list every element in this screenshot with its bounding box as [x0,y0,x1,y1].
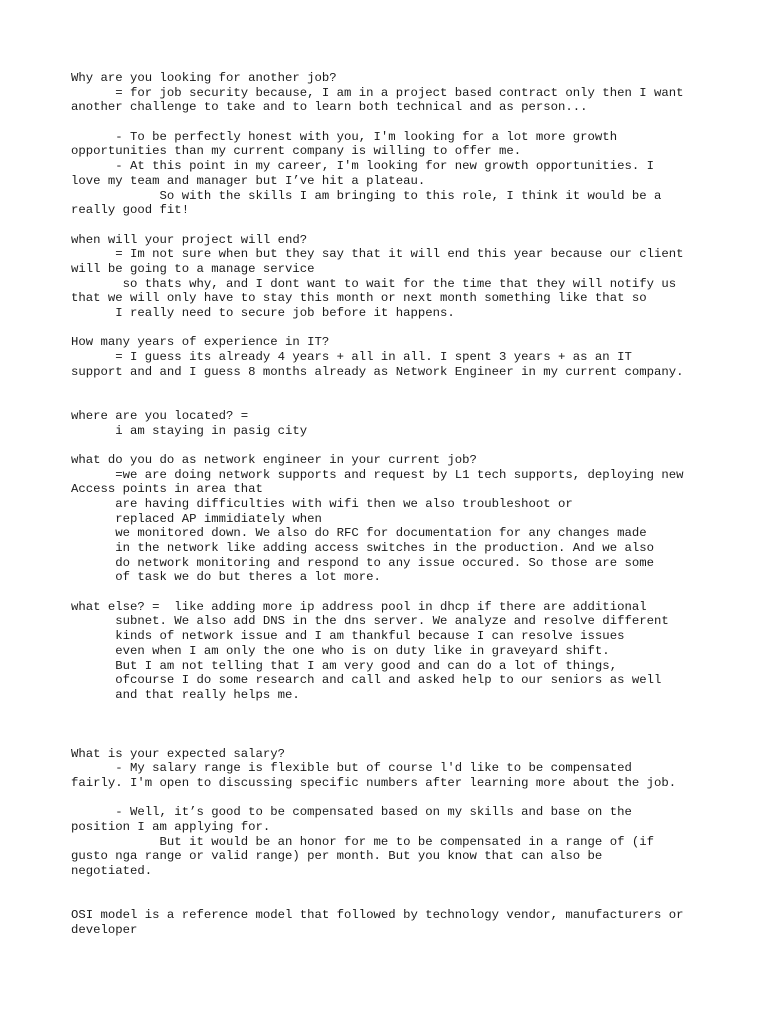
blank-line [71,585,711,600]
text-line: do network monitoring and respond to any issue occured. So those are some [71,555,654,570]
text-line: even when I am only the one who is on duty like in graveyard shift. [71,643,610,658]
text-line: OSI model is a reference model that followed by technology vendor, manufacturers or [71,908,684,923]
text-line: what do you do as network engineer in your current job? [71,452,477,467]
text-line: position I am applying for. [71,820,271,835]
text-line: How many years of experience in IT? [71,335,330,350]
blank-line [71,394,711,409]
text-line: = I guess its already 4 years + all in all. I spent 3 years + as an IT [71,350,632,365]
text-line: fairly. I'm open to discussing specific numbers after learning more about the job. [71,776,677,790]
text-line: when will your project will end? [71,232,308,247]
text-line: we monitored down. We also do RFC for documentation for any changes made [71,526,647,541]
text-line: will be going to a manage service [71,261,315,276]
text-line: another challenge to take and to learn both technical and as person... [71,100,588,115]
text-line: and that really helps me. [71,687,300,702]
text-line: where are you located? = [71,408,249,423]
text-line: kinds of network issue and I am thankful because I can resolve issues [71,629,625,644]
text-line: developer [71,922,138,937]
text-line: What is your expected salary? [71,746,286,761]
text-line: gusto nga range or valid range) per month. But you know that can also be [71,849,603,864]
text-line: I really need to secure job before it happens. [71,306,455,320]
blank-line [71,879,711,894]
blank-line [71,115,711,130]
text-line: - My salary range is flexible but of course l'd like to be compensated [71,761,632,776]
text-line: opportunities than my current company is willing to offer me. [71,144,522,159]
text-line: love my team and manager but I’ve hit a plateau. [71,173,426,188]
text-line: what else? = like adding more ip address pool in dhcp if there are additional [71,599,647,614]
text-line: so thats why, and I dont want to wait for the time that they will notify us [71,276,677,291]
text-line: - At this point in my career, I'm looking for new growth opportunities. I [71,159,654,174]
text-line: ofcourse I do some research and call and asked help to our seniors as well [71,673,662,688]
text-line: in the network like adding access switches in the production. And we also [71,541,654,555]
text-line: i am staying in pasig city [71,423,308,438]
text-line: subnet. We also add DNS in the dns server. We analyze and resolve different [71,614,669,629]
text-line: negotiated. [71,864,153,879]
blank-line [71,732,711,747]
text-line: - Well, it’s good to be compensated based on my skills and base on the [71,805,632,820]
text-line: Access points in area that [71,482,263,497]
text-line: =we are doing network supports and request by L1 tech supports, deploying new [71,467,684,482]
text-line: - To be perfectly honest with you, I'm looking for a lot more growth [71,129,618,144]
text-line: really good fit! [71,203,190,218]
text-line: Why are you looking for another job? [71,71,337,85]
blank-line [71,717,711,732]
text-line: are having difficulties with wifi then we also troubleshoot or [71,496,573,511]
text-line: that we will only have to stay this month or next month something like that so [71,291,647,306]
text-line: replaced AP immidiately when [71,511,322,526]
document-body [71,71,711,938]
blank-line [71,321,711,336]
text-line: support and and I guess 8 months already as Network Engineer in my current company. [71,364,684,379]
text-line: = for job security because, I am in a project based contract only then I want [71,85,684,100]
text-line: But I am not telling that I am very good and can do a lot of things, [71,658,618,673]
text-line: But it would be an honor for me to be compensated in a range of (if [71,834,654,849]
text-line: of task we do but theres a lot more. [71,570,381,585]
blank-line [71,218,711,233]
text-line: = Im not sure when but they say that it will end this year because our client [71,247,684,262]
blank-line [71,703,711,718]
blank-line [71,791,711,806]
text-line: So with the skills I am bringing to this role, I think it would be a [71,188,662,203]
blank-line [71,379,711,394]
blank-line [71,438,711,453]
blank-line [71,894,711,909]
